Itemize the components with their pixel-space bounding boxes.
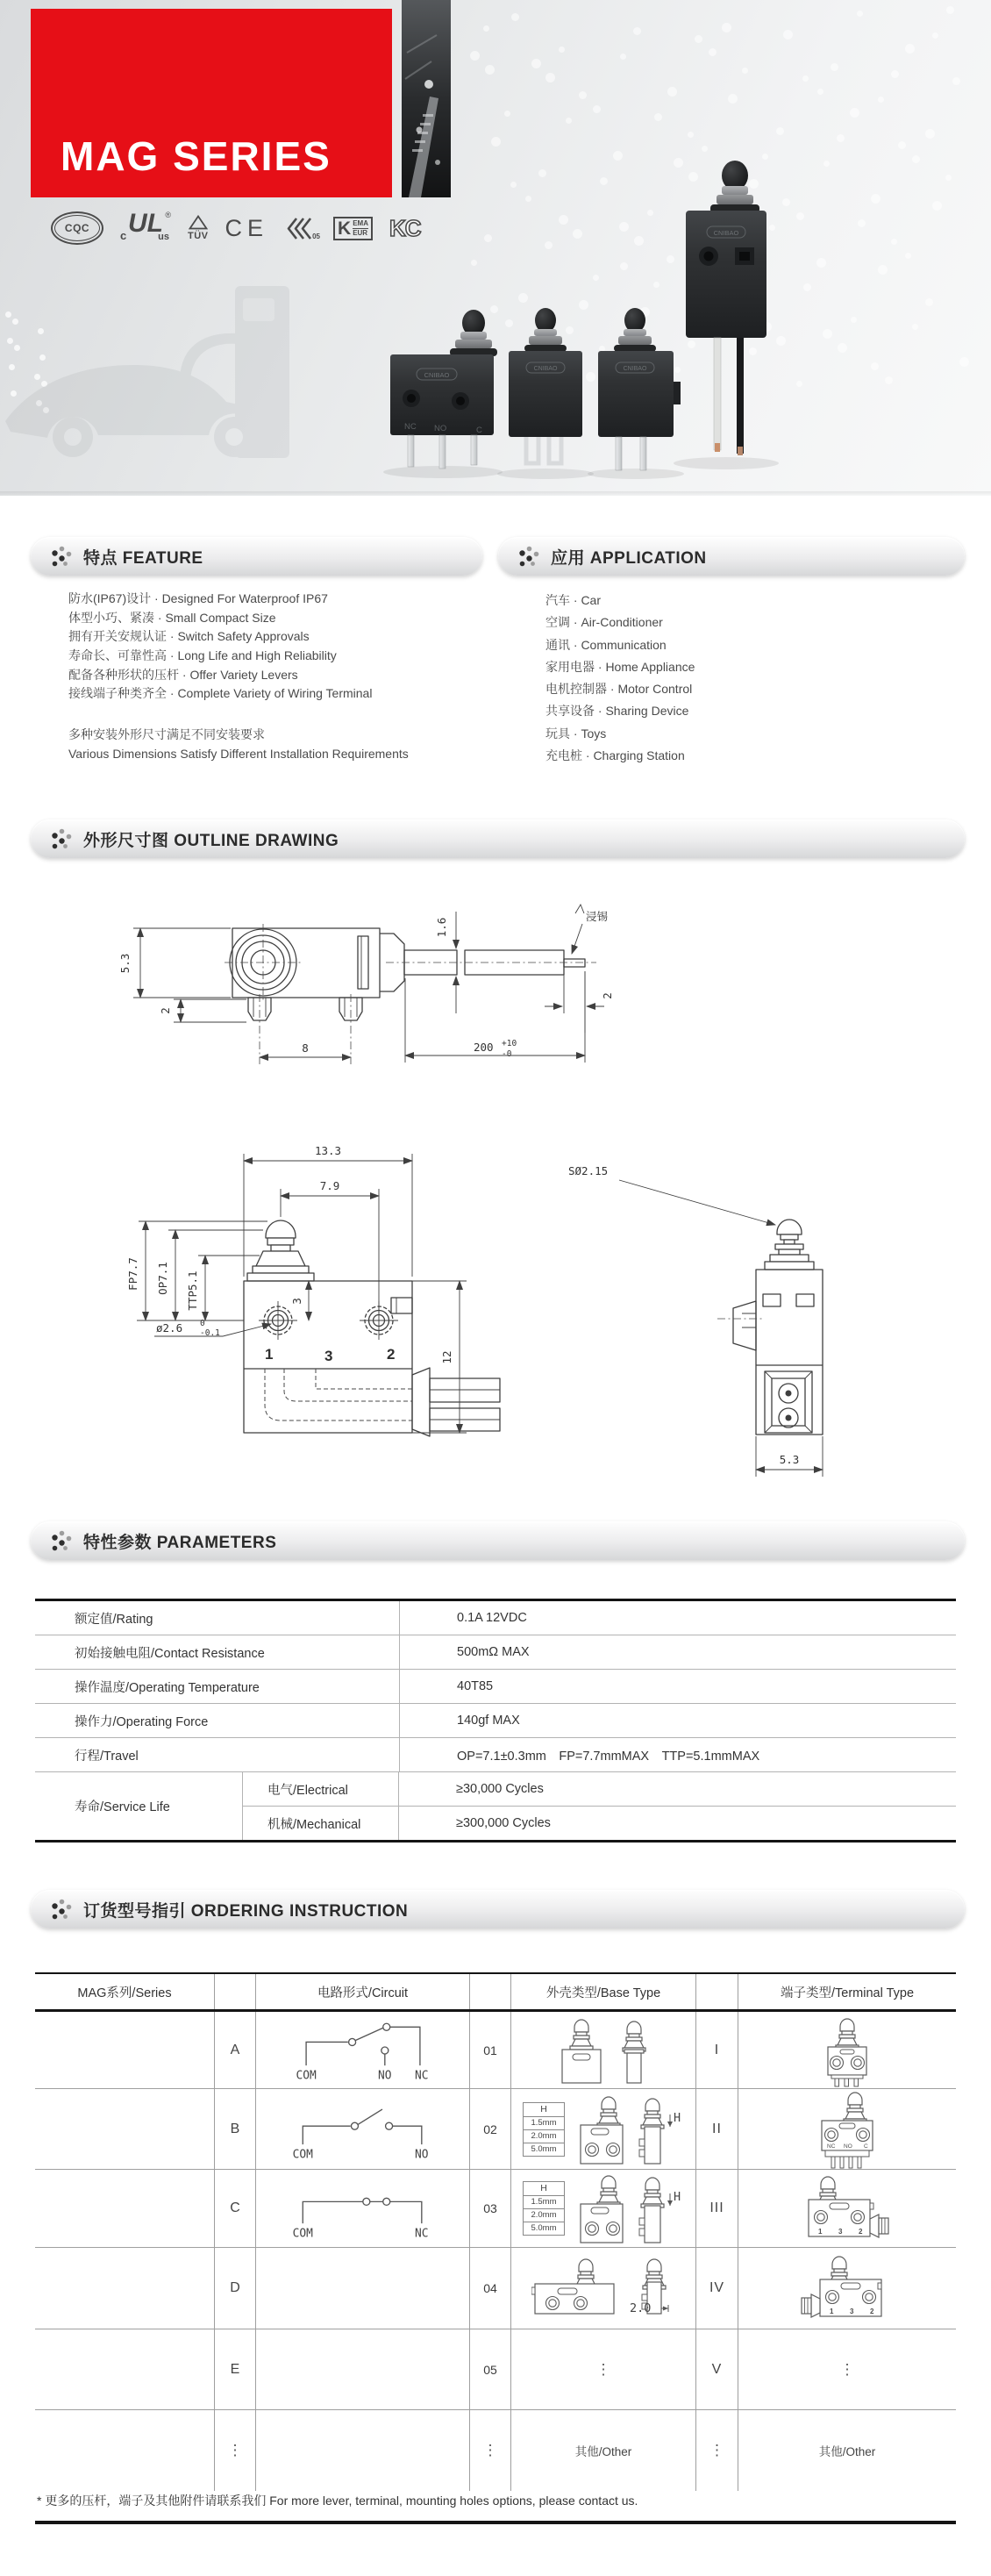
switch-photo-3 [588,308,684,479]
dots-icon [50,545,73,568]
svg-text:CNIBAO: CNIBAO [424,371,450,379]
ordering-row-other [35,2409,956,2491]
svg-text:NO: NO [434,424,447,433]
base-type-04-images [510,2248,695,2329]
param-label: 额定值/Rating [75,1612,153,1627]
base-type-03-images [510,2170,695,2247]
svg-text:2: 2 [859,2228,863,2236]
cert-cqc-icon: CQC [51,211,103,245]
application-item: 充电桩 · Charging Station [545,748,685,763]
terminal-type-3-image [738,2170,956,2247]
circuit-code: A [214,2012,255,2088]
ordering-row-c [35,2169,956,2247]
switch-photo-1 [383,310,503,478]
drawing-side-view [568,1164,823,1477]
svg-text:NC: NC [827,2143,836,2150]
svg-text:NC: NC [414,2227,429,2241]
cert-ek-icon: 05 [285,217,317,240]
service-life-electrical [243,1772,956,1806]
svg-text:8: 8 [302,1041,309,1055]
h-option-table: H 1.5mm 2.0mm 5.0mm [523,2102,565,2157]
terminal-type-4-image [738,2248,956,2329]
svg-text:浸锡: 浸锡 [586,910,609,923]
feature-item: 寿命长、可靠性高 · Long Life and High Reliability [68,648,337,663]
base-other: 其他/Other [510,2410,695,2491]
svg-text:CNIBAO: CNIBAO [623,366,647,372]
svg-text:3: 3 [838,2228,843,2236]
svg-text:0: 0 [200,1319,205,1328]
cert-ce-icon: CE [225,214,269,241]
param-row-operating-force [35,1703,956,1737]
feature-item: 接线端子种类齐全 · Complete Variety of Wiring Terminal [68,686,373,701]
feature-note-en: Various Dimensions Satisfy Different Installation Requirements [68,747,409,761]
param-sublabel: 电气/Electrical [243,1772,399,1806]
svg-text:5.3: 5.3 [779,1453,800,1466]
ordering-header-row [35,1974,956,2012]
base-type-02-images [510,2089,695,2169]
column-header-roman [695,1974,738,2009]
param-label: 操作力/Operating Force [75,1714,209,1729]
terminal-code: I [695,2012,738,2088]
switch-photo-4 [674,161,779,469]
param-value: ≥300,000 Cycles [456,1816,551,1830]
terminal-type-2-image [738,2089,956,2169]
base-code: 02 [469,2089,510,2169]
feature-item: 体型小巧、紧凑 · Small Compact Size [68,610,276,625]
param-value: 140gf MAX [399,1704,956,1737]
param-row-rating [35,1601,956,1635]
circuit-code: D [214,2248,255,2329]
base-code: 04 [469,2248,510,2329]
application-item: 空调 · Air-Conditioner [545,615,663,630]
param-value: 500mΩ MAX [399,1635,956,1669]
svg-text:C: C [864,2143,868,2150]
svg-text:OP7.1: OP7.1 [156,1262,169,1295]
application-item: 汽车 · Car [545,593,601,607]
feature-section-heading: 特点 FEATURE [31,537,482,576]
dots-icon [50,827,73,850]
svg-text:NC: NC [414,2068,429,2082]
certification-row [51,209,421,247]
svg-text:3: 3 [290,1298,303,1305]
ordering-row-b [35,2088,956,2169]
outline-section-heading: 外形尺寸图 OUTLINE DRAWING [31,819,965,858]
svg-text:1: 1 [818,2228,823,2236]
param-value: ≥30,000 Cycles [456,1782,544,1796]
param-label: 初始接触电阻/Contact Resistance [75,1646,265,1661]
terminal-type-1-image [738,2012,956,2088]
circuit-code: E [214,2329,255,2409]
ordering-section-heading: 订货型号指引 ORDERING INSTRUCTION [31,1890,965,1928]
column-header-terminal: 端子类型/Terminal Type [738,1974,956,2009]
column-header-circuit: 电路形式/Circuit [255,1974,469,2009]
svg-text:-0.1: -0.1 [200,1328,220,1338]
param-row-service-life [35,1771,956,1840]
application-item: 通讯 · Communication [545,637,667,652]
terminal-code-ellipsis: ⋮ [695,2410,738,2491]
svg-text:COM: COM [295,2068,317,2082]
product-photos [0,0,991,496]
application-item: 玩具 · Toys [545,726,607,741]
base-type-01-images [510,2012,695,2088]
dots-icon [50,1898,73,1921]
svg-text:CNIBAO: CNIBAO [713,229,739,237]
base-ellipsis: ⋮ [510,2329,695,2409]
svg-text:H: H [674,2190,681,2204]
param-value: OP=7.1±0.3mm FP=7.7mmMAX TTP=5.1mmMAX [399,1738,956,1771]
ordering-row-a [35,2012,956,2088]
page-title: MAG SERIES [61,133,332,179]
outline-drawing-svg [0,891,991,1505]
drawing-front-view [126,1144,500,1436]
svg-text:13.3: 13.3 [314,1144,342,1157]
svg-text:NC: NC [404,422,417,432]
svg-text:H: H [674,2110,681,2125]
ordering-table [35,1972,956,2491]
svg-text:2.0: 2.0 [630,2301,652,2315]
base-code: 01 [469,2012,510,2088]
param-row-operating-temperature [35,1669,956,1703]
drawing-side-wire [118,905,614,1064]
circuit-diagram-spst-no [271,2094,455,2165]
param-row-travel [35,1737,956,1771]
application-item: 共享设备 · Sharing Device [545,704,689,719]
column-header-num [469,1974,510,2009]
h-option-table: H 1.5mm 2.0mm 5.0mm [523,2181,565,2236]
svg-text:1: 1 [265,1346,274,1363]
base-code: 05 [469,2329,510,2409]
svg-text:NO: NO [414,2147,429,2161]
terminal-ellipsis: ⋮ [738,2329,956,2409]
svg-text:NO: NO [844,2143,852,2150]
service-life-mechanical [243,1806,956,1840]
svg-text:2: 2 [601,992,614,999]
svg-text:COM: COM [292,2227,313,2241]
svg-text:-0: -0 [502,1049,512,1059]
terminal-code: III [695,2170,738,2247]
svg-text:+10: +10 [502,1039,517,1048]
svg-text:7.9: 7.9 [319,1179,340,1192]
circuit-diagram-spdt [271,2015,455,2086]
svg-text:2: 2 [387,1346,396,1363]
feature-note-zh: 多种安装外形尺寸满足不同安装要求 [68,727,265,741]
cert-kema-icon: K EMA EUR [333,217,373,240]
svg-text:CNIBAO: CNIBAO [533,366,558,372]
hero-banner [0,0,991,496]
svg-text:NO: NO [377,2068,392,2082]
terminal-code: IV [695,2248,738,2329]
svg-text:FP7.7: FP7.7 [126,1257,139,1291]
svg-text:3: 3 [850,2308,854,2315]
param-label: 寿命/Service Life [35,1772,243,1840]
application-section-heading: 应用 APPLICATION [498,537,965,576]
svg-text:12: 12 [440,1350,453,1364]
application-item: 家用电器 · Home Appliance [545,659,695,674]
svg-text:TTP5.1: TTP5.1 [186,1270,199,1311]
svg-text:1: 1 [830,2308,834,2315]
terminal-other: 其他/Other [738,2410,956,2491]
svg-text:2: 2 [870,2308,874,2315]
cert-tuv-icon: TÜV [188,215,209,241]
dots-icon [517,545,540,568]
application-list [545,590,931,767]
circuit-diagram-spst-nc [271,2173,455,2243]
ordering-row-e [35,2329,956,2409]
footer-note: * 更多的压杆，端子及其他附件请联系我们 For more lever, terminal, mounting holes options, please contact us. [35,2482,956,2524]
svg-text:ø2.6: ø2.6 [156,1321,183,1335]
svg-text:1.6: 1.6 [435,917,448,938]
circuit-code-ellipsis: ⋮ [214,2410,255,2491]
base-code: 03 [469,2170,510,2247]
svg-text:200: 200 [474,1041,494,1054]
dots-icon [50,1529,73,1552]
cert-ul-icon: c UL us ® [120,209,171,242]
svg-text:SØ2.15: SØ2.15 [568,1164,609,1177]
terminal-code: V [695,2329,738,2409]
terminal-code: II [695,2089,738,2169]
svg-text:5.3: 5.3 [118,953,132,974]
column-header-series: MAG系列/Series [77,1986,172,2000]
feature-item: 拥有开关安规认证 · Switch Safety Approvals [68,629,310,644]
feature-item: 防水(IP67)设计 · Designed For Waterproof IP67 [68,591,328,605]
param-label: 操作温度/Operating Temperature [75,1680,260,1695]
svg-text:3: 3 [324,1348,333,1364]
param-label: 行程/Travel [75,1749,139,1764]
feature-note [68,725,409,763]
param-sublabel: 机械/Mechanical [243,1807,399,1840]
cert-kc-icon: KC [389,214,421,241]
param-value: 40T85 [399,1670,956,1703]
param-value: 0.1A 12VDC [399,1601,956,1635]
feature-list [68,590,481,704]
application-item: 电机控制器 · Motor Control [545,682,693,697]
parameters-table [35,1599,956,1843]
column-header-code [214,1974,255,2009]
svg-text:C: C [476,426,482,435]
ordering-row-d [35,2247,956,2329]
circuit-code: B [214,2089,255,2169]
svg-text:2: 2 [159,1007,172,1014]
switch-photo-2 [497,308,594,479]
param-row-contact-resistance [35,1635,956,1669]
circuit-code: C [214,2170,255,2247]
column-header-base: 外壳类型/Base Type [510,1974,695,2009]
svg-text:COM: COM [292,2147,313,2161]
feature-item: 配备各种形状的压杆 · Offer Variety Levers [68,667,298,682]
parameters-section-heading: 特性参数 PARAMETERS [31,1521,965,1560]
base-code-ellipsis: ⋮ [469,2410,510,2491]
